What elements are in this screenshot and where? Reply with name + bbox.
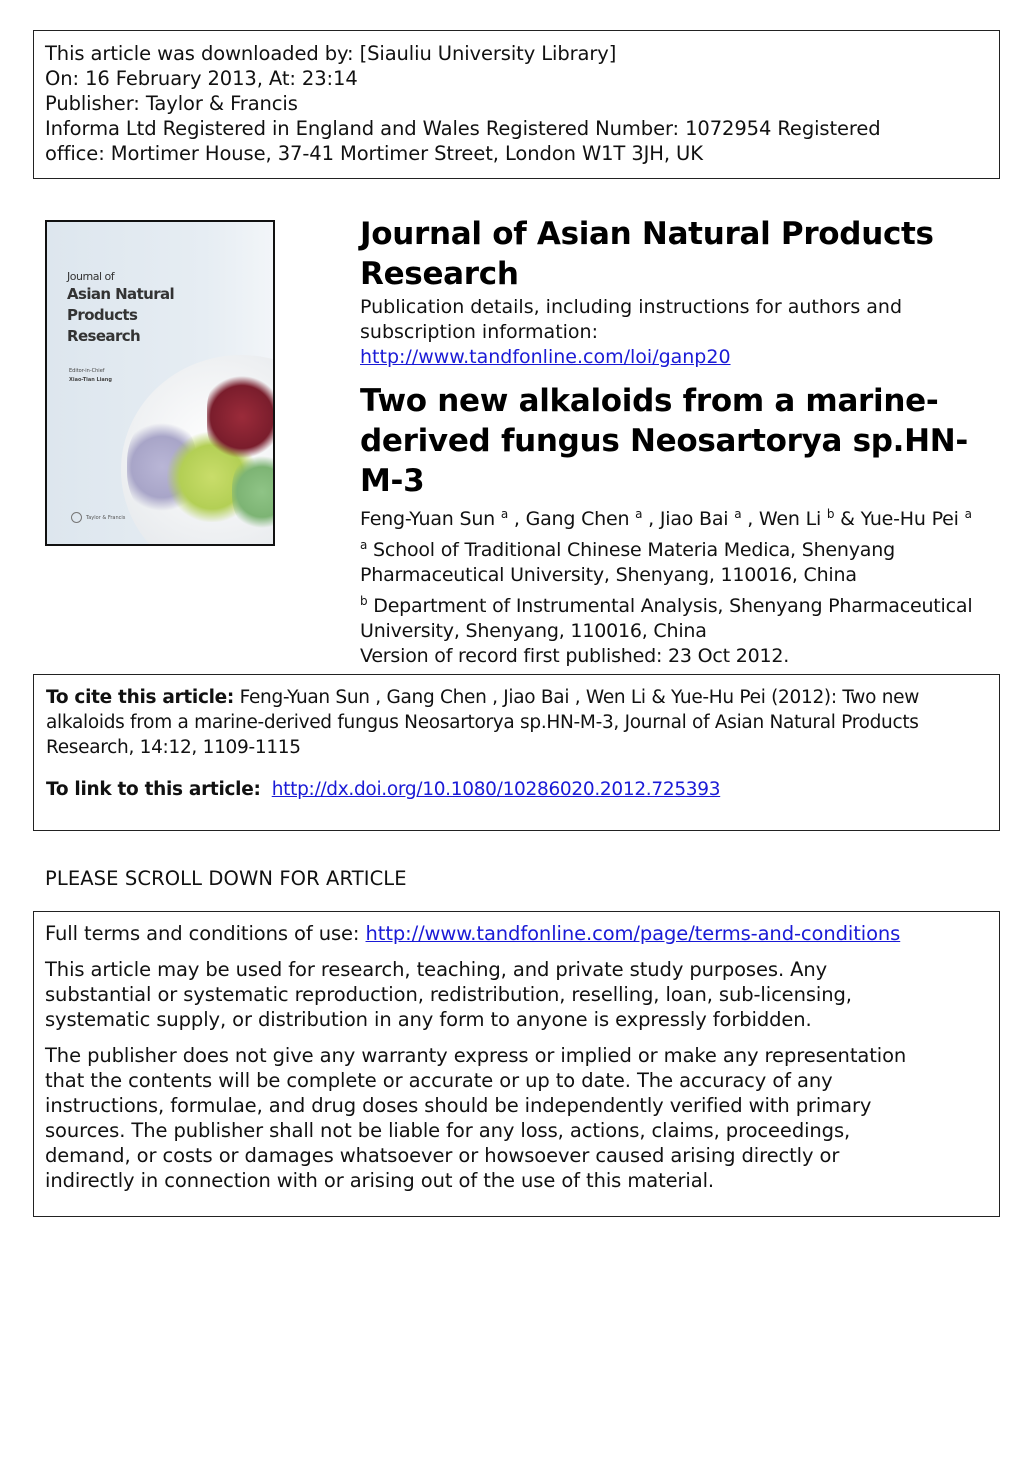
author-separator: ,: [642, 508, 660, 530]
affiliation-mark: a: [360, 538, 368, 552]
downloaded-by-line: This article was downloaded by: [Siauliu University Library]: [45, 42, 617, 65]
usage-line: substantial or systematic reproduction, redistribution, reselling, loan, sub-licensing,: [45, 983, 852, 1006]
usage-paragraph: [45, 957, 991, 1032]
journal-title-line: Journal of Asian Natural Products: [360, 216, 934, 252]
article-title-line: derived fungus Neosartorya sp.HN-M-3: [360, 423, 968, 499]
affiliation-text: University, Shenyang, 110016, China: [360, 620, 707, 642]
journal-title: [360, 214, 1000, 294]
office-address-line: office: Mortimer House, 37-41 Mortimer Street, London W1T 3JH, UK: [45, 142, 703, 165]
author-name: Yue-Hu Pei: [860, 508, 959, 530]
publisher-logo-icon: [71, 512, 82, 523]
article-info-column: [360, 214, 1000, 669]
usage-line: systematic supply, or distribution in any form to anyone is expressly forbidden.: [45, 1008, 812, 1031]
cite-label: To cite this article:: [46, 687, 235, 708]
registration-line: Informa Ltd Registered in England and Wales Registered Number: 1072954 Registered: [45, 117, 881, 140]
cover-title-line: Products: [67, 306, 138, 324]
terms-label: Full terms and conditions of use:: [45, 922, 360, 945]
affiliation-text: Pharmaceutical University, Shenyang, 110016, China: [360, 564, 857, 586]
cover-protein-teal: [232, 452, 275, 532]
author-separator: ,: [741, 508, 759, 530]
affiliation-text: Department of Instrumental Analysis, Shenyang Pharmaceutical: [373, 595, 973, 617]
article-title: [360, 381, 1000, 501]
cover-publisher-logo: [71, 512, 125, 523]
cover-title-big: [67, 284, 174, 347]
affiliation-mark: b: [826, 507, 835, 521]
usage-line: This article may be used for research, teaching, and private study purposes. Any: [45, 958, 828, 981]
author-list: [360, 507, 1000, 532]
publication-details-line: subscription information:: [360, 321, 598, 343]
journal-cover-image: [45, 220, 275, 546]
affiliation-a: [360, 538, 1000, 588]
author-name: Wen Li: [758, 508, 822, 530]
disclaimer-line: The publisher does not give any warranty express or implied or make any representation: [45, 1044, 907, 1067]
cite-text: Feng-Yuan Sun , Gang Chen , Jiao Bai , Wen Li & Yue-Hu Pei (2012): Two new: [239, 687, 920, 708]
journal-title-line: Research: [360, 256, 519, 292]
affiliation-b: [360, 594, 1000, 644]
cite-paragraph: [46, 685, 989, 760]
publisher-line: Publisher: Taylor & Francis: [45, 92, 298, 115]
author-name: Jiao Bai: [659, 508, 729, 530]
publisher-logo-text: Taylor & Francis: [86, 514, 126, 521]
link-label: To link to this article:: [46, 779, 261, 800]
download-date-line: On: 16 February 2013, At: 23:14: [45, 67, 358, 90]
author-separator: &: [834, 508, 861, 530]
article-link-line: [46, 777, 989, 802]
affiliation-text: School of Traditional Chinese Materia Medica, Shenyang: [373, 539, 895, 561]
terms-line: [45, 921, 991, 946]
download-info-box: [33, 30, 1000, 179]
affiliation-mark: a: [964, 507, 972, 521]
doi-link[interactable]: http://dx.doi.org/10.1080/10286020.2012.725393: [271, 779, 721, 800]
publication-details-line: Publication details, including instructions for authors and: [360, 296, 903, 318]
affiliation-mark: b: [360, 594, 368, 608]
cite-text: alkaloids from a marine-derived fungus Neosartorya sp.HN-M-3, Journal of Asian Natural Products: [46, 712, 919, 733]
disclaimer-line: sources. The publisher shall not be liable for any loss, actions, claims, proceedings,: [45, 1119, 851, 1142]
journal-url-link[interactable]: http://www.tandfonline.com/loi/ganp20: [360, 346, 731, 368]
publication-details: [360, 295, 1000, 370]
cover-editor: [69, 367, 112, 385]
cover-title-line: Asian Natural: [67, 285, 175, 303]
cover-title-line: Research: [67, 327, 141, 345]
cover-protein-red: [207, 372, 275, 462]
disclaimer-paragraph: [45, 1043, 991, 1193]
terms-box: [33, 911, 1000, 1217]
terms-link[interactable]: http://www.tandfonline.com/page/terms-and-conditions: [365, 922, 901, 945]
author-separator: ,: [508, 508, 526, 530]
disclaimer-line: that the contents will be complete or accurate or up to date. The accuracy of any: [45, 1069, 833, 1092]
disclaimer-line: indirectly in connection with or arising out of the use of this material.: [45, 1169, 715, 1192]
article-title-line: Two new alkaloids from a marine-: [360, 383, 939, 419]
cover-editor-label: Editor-in-Chief: [69, 368, 105, 374]
disclaimer-line: instructions, formulae, and drug doses should be independently verified with primary: [45, 1094, 872, 1117]
affiliation-mark: a: [500, 507, 509, 521]
citation-box: [33, 674, 1000, 831]
scroll-notice: PLEASE SCROLL DOWN FOR ARTICLE: [45, 867, 407, 890]
affiliation-mark: a: [635, 507, 643, 521]
version-of-record: Version of record first published: 23 Oct 2012.: [360, 645, 790, 667]
disclaimer-line: demand, or costs or damages whatsoever or howsoever caused arising directly or: [45, 1144, 840, 1167]
author-name: Gang Chen: [525, 508, 630, 530]
author-name: Feng-Yuan Sun: [360, 508, 496, 530]
cite-text: Research, 14:12, 1109-1115: [46, 737, 301, 758]
affiliation-mark: a: [734, 507, 742, 521]
cover-title-small: Journal of: [67, 270, 115, 283]
cover-editor-name: Xiao-Tian Liang: [69, 377, 112, 383]
